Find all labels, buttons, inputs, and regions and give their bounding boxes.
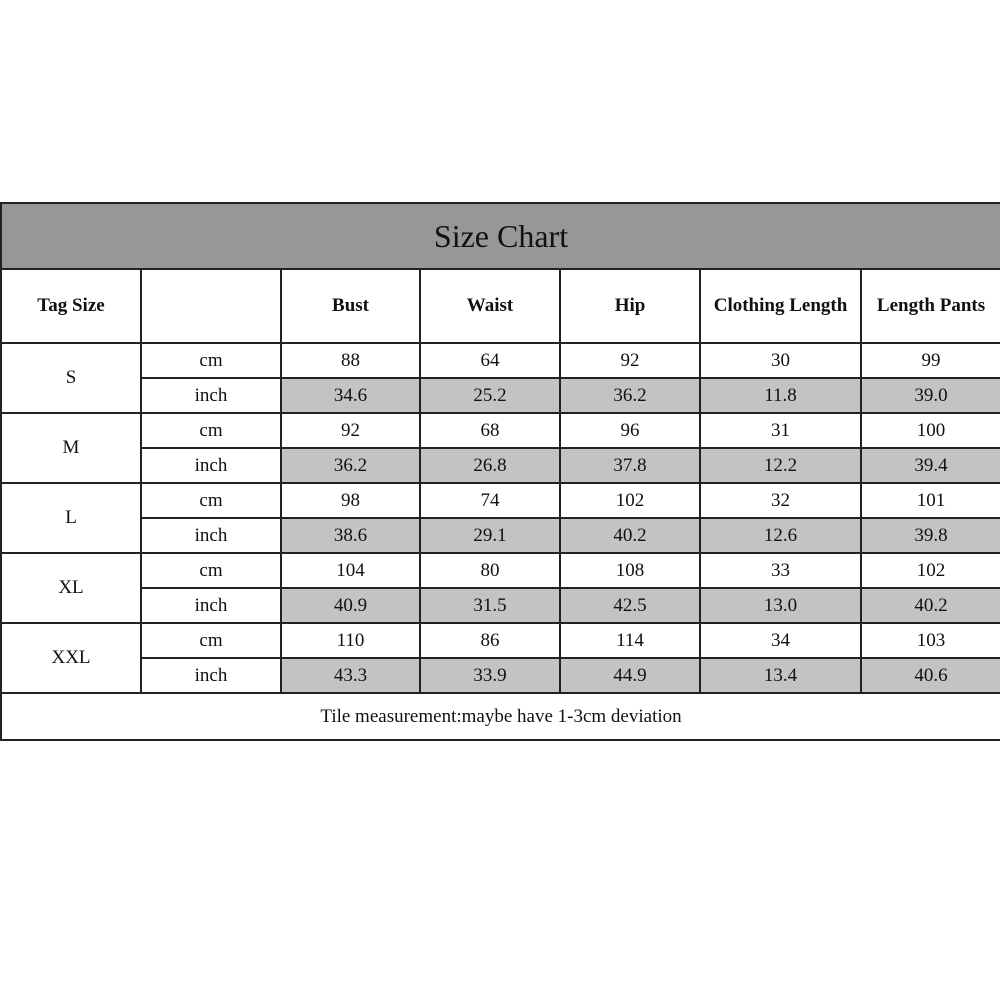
chart-title: Size Chart: [1, 203, 1000, 269]
waist-inch: 31.5: [420, 588, 560, 623]
header-length-pants: Length Pants: [861, 269, 1000, 343]
size-chart-table: [0, 202, 1000, 741]
unit-cell: inch: [141, 518, 281, 553]
table-row: [1, 588, 1000, 623]
tag-size-cell: S: [1, 343, 141, 413]
waist-cm: 86: [420, 623, 560, 658]
bust-inch: 43.3: [281, 658, 420, 693]
header-hip: Hip: [560, 269, 700, 343]
unit-cell: inch: [141, 658, 281, 693]
hip-cm: 102: [560, 483, 700, 518]
hip-cm: 96: [560, 413, 700, 448]
hip-inch: 42.5: [560, 588, 700, 623]
hip-inch: 44.9: [560, 658, 700, 693]
length-pants-inch: 39.4: [861, 448, 1000, 483]
bust-cm: 88: [281, 343, 420, 378]
table-row: [1, 343, 1000, 378]
clothing-length-cm: 32: [700, 483, 861, 518]
table-row: [1, 623, 1000, 658]
header-tag-size: Tag Size: [1, 269, 141, 343]
length-pants-inch: 40.2: [861, 588, 1000, 623]
bust-inch: 38.6: [281, 518, 420, 553]
bust-cm: 92: [281, 413, 420, 448]
hip-inch: 37.8: [560, 448, 700, 483]
bust-inch: 40.9: [281, 588, 420, 623]
unit-cell: cm: [141, 623, 281, 658]
clothing-length-inch: 12.6: [700, 518, 861, 553]
unit-cell: inch: [141, 378, 281, 413]
hip-cm: 108: [560, 553, 700, 588]
unit-cell: cm: [141, 343, 281, 378]
unit-cell: cm: [141, 483, 281, 518]
hip-inch: 40.2: [560, 518, 700, 553]
size-chart: [0, 202, 1000, 741]
tag-size-cell: M: [1, 413, 141, 483]
table-row: [1, 483, 1000, 518]
header-unit: [141, 269, 281, 343]
bust-cm: 104: [281, 553, 420, 588]
measurement-note: Tile measurement:maybe have 1-3cm deviation: [1, 693, 1000, 740]
length-pants-cm: 102: [861, 553, 1000, 588]
bust-cm: 110: [281, 623, 420, 658]
length-pants-inch: 39.8: [861, 518, 1000, 553]
waist-inch: 29.1: [420, 518, 560, 553]
waist-cm: 64: [420, 343, 560, 378]
length-pants-cm: 99: [861, 343, 1000, 378]
unit-cell: inch: [141, 588, 281, 623]
length-pants-cm: 103: [861, 623, 1000, 658]
hip-cm: 92: [560, 343, 700, 378]
clothing-length-inch: 12.2: [700, 448, 861, 483]
table-row: [1, 553, 1000, 588]
waist-inch: 26.8: [420, 448, 560, 483]
length-pants-cm: 100: [861, 413, 1000, 448]
table-row: [1, 518, 1000, 553]
clothing-length-inch: 13.4: [700, 658, 861, 693]
table-row: [1, 448, 1000, 483]
clothing-length-inch: 13.0: [700, 588, 861, 623]
waist-cm: 74: [420, 483, 560, 518]
unit-cell: cm: [141, 413, 281, 448]
length-pants-cm: 101: [861, 483, 1000, 518]
bust-inch: 36.2: [281, 448, 420, 483]
table-row: [1, 413, 1000, 448]
clothing-length-cm: 33: [700, 553, 861, 588]
length-pants-inch: 40.6: [861, 658, 1000, 693]
header-waist: Waist: [420, 269, 560, 343]
header-bust: Bust: [281, 269, 420, 343]
waist-inch: 33.9: [420, 658, 560, 693]
clothing-length-inch: 11.8: [700, 378, 861, 413]
tag-size-cell: L: [1, 483, 141, 553]
clothing-length-cm: 31: [700, 413, 861, 448]
table-row: [1, 378, 1000, 413]
bust-cm: 98: [281, 483, 420, 518]
hip-inch: 36.2: [560, 378, 700, 413]
waist-cm: 68: [420, 413, 560, 448]
tag-size-cell: XXL: [1, 623, 141, 693]
hip-cm: 114: [560, 623, 700, 658]
waist-cm: 80: [420, 553, 560, 588]
length-pants-inch: 39.0: [861, 378, 1000, 413]
unit-cell: inch: [141, 448, 281, 483]
bust-inch: 34.6: [281, 378, 420, 413]
clothing-length-cm: 34: [700, 623, 861, 658]
header-clothing-length: Clothing Length: [700, 269, 861, 343]
waist-inch: 25.2: [420, 378, 560, 413]
clothing-length-cm: 30: [700, 343, 861, 378]
unit-cell: cm: [141, 553, 281, 588]
table-row: [1, 658, 1000, 693]
tag-size-cell: XL: [1, 553, 141, 623]
header-row: [1, 269, 1000, 343]
